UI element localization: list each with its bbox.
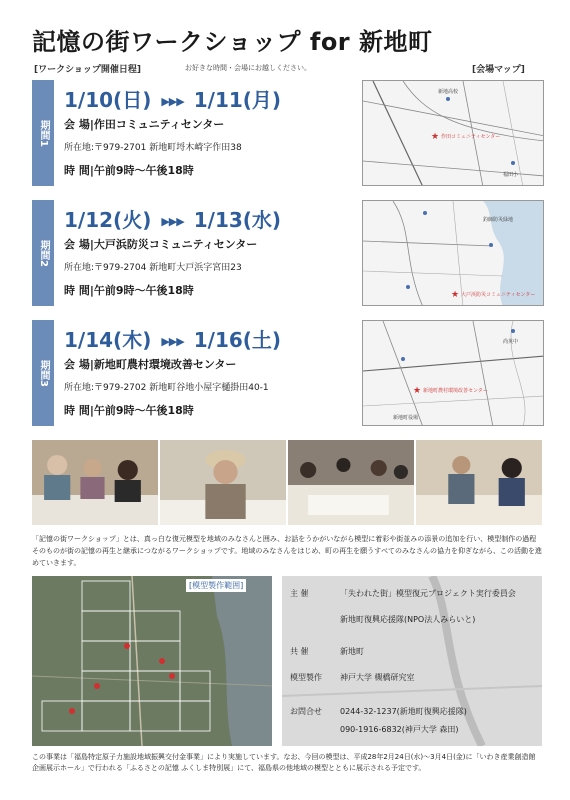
- schedule-label: [ワークショップ開催日程]: [34, 65, 142, 75]
- venue-name: 会 場|大戸浜防災コミュニティセンター: [64, 238, 258, 251]
- model-range-aerial-photo: [32, 576, 272, 746]
- venue-map: [362, 200, 544, 306]
- organizer-label: 主 催: [290, 589, 309, 598]
- map-park-label: 釣師防災緑地: [483, 217, 514, 223]
- map-townhall-label: 新地町役場: [393, 415, 419, 421]
- contact-label: お問合せ: [290, 707, 322, 716]
- map-school-label: 新地高校: [438, 89, 459, 95]
- period-1: [32, 80, 542, 190]
- organizer-2: 新地町復興応援隊(NPO法人みらいと): [340, 615, 476, 624]
- map-school-label: 尚英中: [503, 339, 519, 345]
- map-venue-label: 新地町農村環境改善センター: [423, 388, 488, 394]
- venue-star-icon: ★: [413, 386, 422, 396]
- footer-note: この事業は「福島特定原子力施設地域振興交付金事業」により実施しています。なお、今回の模型は、平成28年2月24日(水)〜3月4日(金)に「いわき産業創造館 企画展示ホール」で行われる「ふるさとの記憶 ふくしま特別展」にて、福島県の他地域の模型とともに展示される予定です。: [32, 753, 536, 772]
- model-range-label: [模型製作範囲]: [186, 579, 246, 592]
- period-dates: [64, 84, 281, 113]
- map-venue-label: 作田コミュニティセンター: [441, 134, 501, 140]
- photo-people-with-model: [416, 440, 542, 525]
- venue-star-icon: ★: [451, 290, 460, 300]
- photo-elderly-with-children: [32, 440, 158, 525]
- page-title: 記憶の街ワークショップ for 新地町: [32, 28, 433, 56]
- venue-map-label: [会場マップ]: [472, 65, 525, 75]
- model-maker: 神戸大学 槻橋研究室: [340, 673, 415, 682]
- venue-address: 所在地:〒979-2701 新地町埒木崎字作田38: [64, 143, 242, 153]
- venue-map: [362, 320, 544, 426]
- venue-hours: 時 間|午前9時〜午後18時: [64, 284, 194, 297]
- venue-hours: 時 間|午前9時〜午後18時: [64, 404, 194, 417]
- map-venue-label: 大戸浜防災コミュニティセンター: [461, 292, 536, 298]
- period-3: [32, 320, 542, 430]
- start-date: 1/12(火): [64, 208, 152, 232]
- arrow-icon: ▶▶▶: [161, 335, 184, 348]
- period-tab: 期間3: [32, 320, 54, 426]
- venue-name: 会 場|作田コミュニティセンター: [64, 118, 225, 131]
- venue-address: 所在地:〒979-2704 新地町大戸浜字宮田23: [64, 263, 242, 273]
- workshop-photos: [32, 440, 542, 525]
- contact-phone-2: 090-1916-6832(神戸大学 森田): [340, 725, 459, 734]
- contact-phone-1: 0244-32-1237(新地町復興応援隊): [340, 707, 467, 716]
- cosponsor-label: 共 催: [290, 647, 309, 656]
- photo-elder-with-cap: [160, 440, 286, 525]
- workshop-description: 「記憶の街ワークショップ」とは、真っ白な復元模型を地域のみなさんと囲み、お話をうかがいながら模型に着彩や街並みの添景の追加を行い、模型制作の過程そのものが街の記憶の再生と継承につながるワークショップです。地域のみなさんをはじめ、町の再生を願うすべてのみなさんの協力を仰ぎながら、この活動を進めていきます。: [32, 535, 542, 567]
- period-tab: 期間2: [32, 200, 54, 306]
- arrow-icon: ▶▶▶: [161, 95, 184, 108]
- end-date: 1/11(月): [193, 88, 282, 112]
- cosponsor: 新地町: [340, 647, 364, 656]
- credits-panel: [282, 576, 542, 746]
- schedule-note: お好きな時間・会場にお越しください。: [185, 64, 311, 72]
- venue-map: [362, 80, 544, 186]
- end-date: 1/16(土): [193, 328, 282, 352]
- start-date: 1/10(日): [64, 88, 152, 112]
- venue-name: 会 場|新地町農村環境改善センター: [64, 358, 237, 371]
- venue-hours: 時 間|午前9時〜午後18時: [64, 164, 194, 177]
- period-tab: 期間1: [32, 80, 54, 186]
- arrow-icon: ▶▶▶: [161, 215, 184, 228]
- period-dates: [64, 324, 281, 353]
- map-elementary-label: 福田小: [503, 172, 519, 178]
- organizer-1: 「失われた街」模型復元プロジェクト実行委員会: [340, 589, 516, 598]
- venue-address: 所在地:〒979-2702 新地町谷地小屋字樋掛田40-1: [64, 383, 269, 393]
- period-dates: [64, 204, 281, 233]
- start-date: 1/14(木): [64, 328, 152, 352]
- model-maker-label: 模型製作: [290, 673, 322, 682]
- period-2: [32, 200, 542, 310]
- end-date: 1/13(水): [193, 208, 282, 232]
- venue-star-icon: ★: [431, 132, 440, 142]
- photo-group-around-model: [288, 440, 414, 525]
